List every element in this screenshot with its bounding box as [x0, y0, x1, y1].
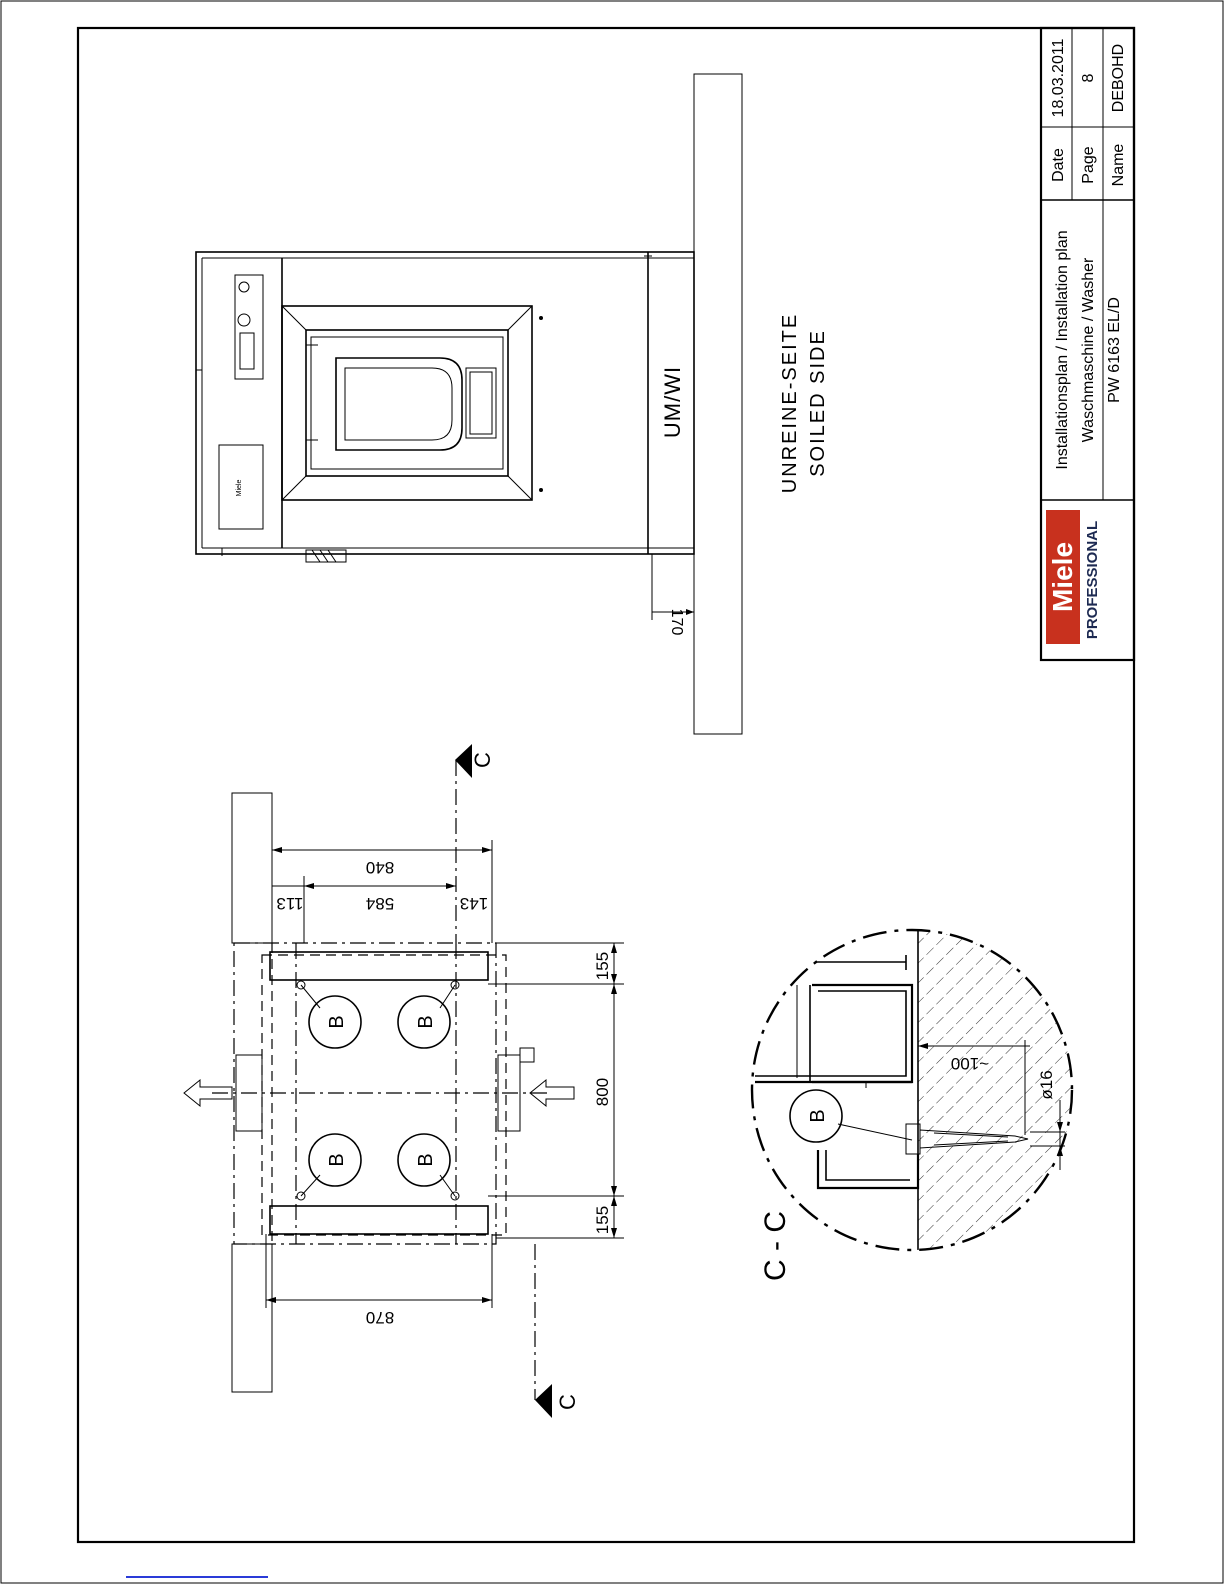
hyperlink-underline: [126, 1576, 268, 1578]
section-c-c: [752, 900, 1098, 1281]
logo-tagline: PROFESSIONAL: [1084, 520, 1101, 640]
dim-584: 584: [365, 894, 395, 913]
drawing-frame: [78, 28, 1134, 1542]
wall-hatch-top: [232, 793, 272, 943]
svg-text:B: B: [326, 1153, 348, 1167]
date-label: Date: [1050, 148, 1067, 182]
svg-text:B: B: [415, 1015, 437, 1029]
svg-text:Miele: Miele: [236, 479, 243, 497]
dim-155-top: 155: [593, 951, 612, 981]
anchor-bolt-b-2: [398, 981, 459, 1048]
section-marker-bottom-icon: [535, 1384, 552, 1418]
outer-page-border: [1, 1, 1223, 1583]
dim-143: 143: [459, 894, 489, 913]
plan-view: [184, 744, 624, 1418]
section-marker-bottom: C: [555, 1394, 580, 1410]
label-soiled-side-de: UNREINE-SEITE: [779, 312, 801, 494]
anchor-bolt-b-3: [297, 1134, 361, 1200]
page-label: Page: [1080, 146, 1097, 184]
date-value: 18.03.2011: [1050, 38, 1067, 118]
control-knob-icon: [238, 314, 250, 326]
logo-brand: Miele: [1047, 541, 1078, 613]
name-value: DEBOHD: [1110, 43, 1127, 113]
anchor-bolt-b-4: [398, 1134, 459, 1200]
anchor-bolt-b-1: [297, 981, 361, 1048]
page-value: 8: [1080, 73, 1097, 83]
machine-body: [196, 252, 694, 554]
title-line-1: Installationsplan / Installation plan: [1054, 230, 1071, 470]
dim-100: ~100: [950, 1054, 990, 1073]
dim-113: 113: [276, 894, 304, 913]
front-view: [196, 74, 829, 734]
door-frame: [282, 306, 532, 500]
title-line-3: PW 6163 EL/D: [1106, 297, 1123, 403]
section-marker-top: C: [470, 752, 495, 768]
dim-800: 800: [593, 1077, 612, 1107]
base-rail-top: [270, 952, 488, 980]
dim-155-bottom: 155: [593, 1205, 612, 1235]
miele-professional-logo: [1046, 510, 1101, 644]
control-panel: [235, 275, 263, 379]
name-label: Name: [1110, 143, 1127, 187]
door-window: [336, 358, 462, 450]
dim-870: 870: [365, 1308, 395, 1327]
svg-text:B: B: [326, 1015, 348, 1029]
label-soiled-side-en: SOILED SIDE: [807, 329, 829, 477]
dim-170: 170: [668, 608, 685, 636]
section-title: C - C: [759, 1211, 792, 1281]
title-line-2: Waschmaschine / Washer: [1080, 257, 1097, 443]
section-bolt-label: B: [807, 1109, 829, 1123]
base-rail-bottom: [270, 1206, 488, 1234]
svg-text:B: B: [415, 1153, 437, 1167]
label-um-wi: UM/WI: [660, 365, 685, 439]
dim-840: 840: [365, 858, 395, 877]
dim-16: ø16: [1037, 1070, 1056, 1100]
floor-hatch: [694, 74, 742, 734]
